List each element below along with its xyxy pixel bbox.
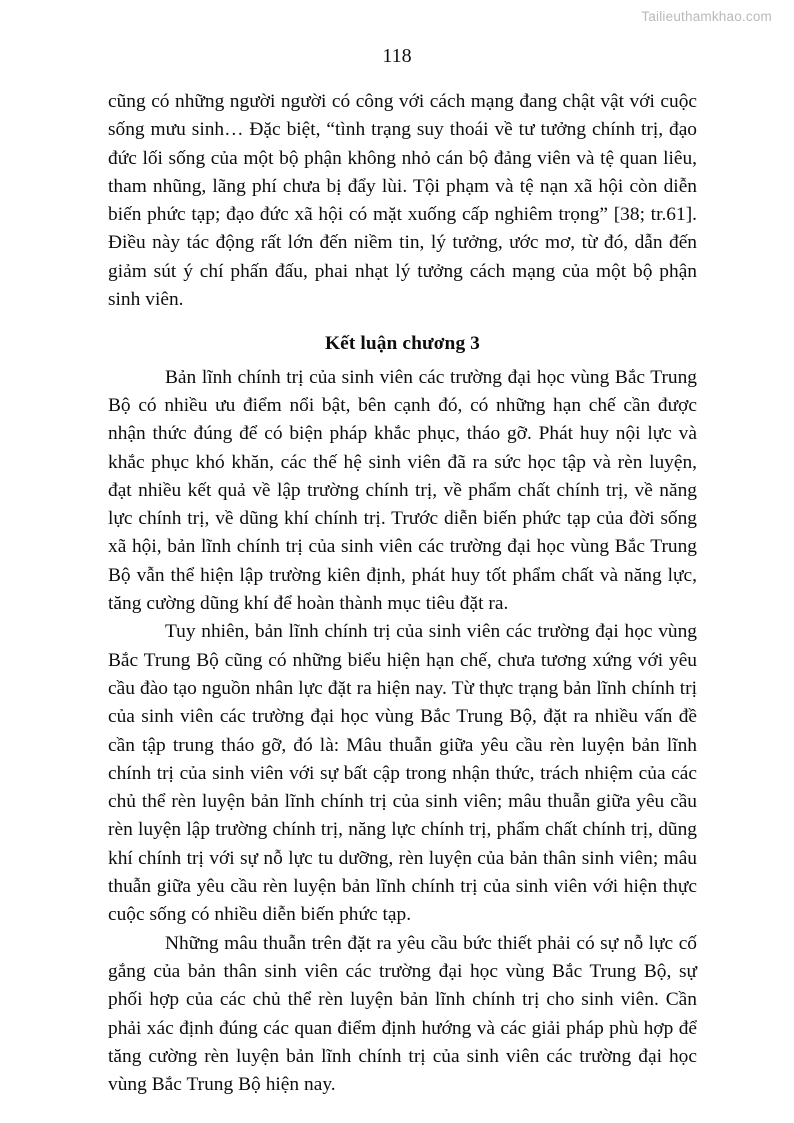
page-number: 118	[382, 45, 412, 67]
paragraph-limitations: Tuy nhiên, bản lĩnh chính trị của sinh viên các trường đại học vùng Bắc Trung Bộ cũng có những biểu hiện hạn chế, chưa tương xứng với yêu cầu đào tạo nguồn nhân lực đặt ra hiện nay. Từ thực trạng bản lĩnh chính trị của sinh viên các trường đại học vùng Bắc Trung Bộ, đặt ra nhiều vấn đề cần tập trung tháo gỡ, đó là: Mâu thuẫn giữa yêu cầu rèn luyện bản lĩnh chính trị của sinh viên với sự bất cập trong nhận thức, trách nhiệm của các chủ thể rèn luyện bản lĩnh chính trị của sinh viên; mâu thuẫn giữa yêu cầu rèn luyện lập trường chính trị, năng lực chính trị, phẩm chất chính trị, dũng khí chính trị với sự nỗ lực tu dưỡng, rèn luyện của bản thân sinh viên; mâu thuẫn giữa yêu cầu rèn luyện bản lĩnh chính trị của sinh viên với hiện thực cuộc sống có nhiều diễn biến phức tạp.	[108, 621, 697, 926]
paragraph-strengths: Bản lĩnh chính trị của sinh viên các trường đại học vùng Bắc Trung Bộ có nhiều ưu điểm nổi bật, bên cạnh đó, có những hạn chế cần được nhận thức đúng để có biện pháp khắc phục, tháo gỡ. Phát huy nội lực và khắc phục khó khăn, các thế hệ sinh viên đã ra sức học tập và rèn luyện, đạt nhiều kết quả về lập trường chính trị, về phẩm chất chính trị, về năng lực chính trị, về dũng khí chính trị. Trước diễn biến phức tạp của đời sống xã hội, bản lĩnh chính trị của sinh viên các trường đại học vùng Bắc Trung Bộ vẫn thể hiện lập trường kiên định, phát huy tốt phẩm chất và năng lực, tăng cường dũng khí để hoàn thành mục tiêu đặt ra.	[108, 366, 697, 615]
page-body	[108, 88, 697, 1099]
paragraph-requirements: Những mâu thuẫn trên đặt ra yêu cầu bức thiết phải có sự nỗ lực cố gắng của bản thân sinh viên các trường đại học vùng Bắc Trung Bộ, sự phối hợp của các chủ thể rèn luyện bản lĩnh chính trị cho sinh viên. Cần phải xác định đúng các quan điểm định hướng và các giải pháp phù hợp để tăng cường rèn luyện bản lĩnh chính trị của sinh viên các trường đại học vùng Bắc Trung Bộ hiện nay.	[108, 932, 697, 1096]
section-heading-chapter-conclusion: Kết luận chương 3	[325, 333, 480, 355]
paragraph-continuation: cũng có những người người có công với cách mạng đang chật vật với cuộc sống mưu sinh… Đặc biệt, “tình trạng suy thoái về tư tưởng chính trị, đạo đức lối sống của một bộ phận không nhỏ cán bộ đảng viên và tệ quan liêu, tham nhũng, lãng phí chưa bị đẩy lùi. Tội phạm và tệ nạn xã hội còn diễn biến phức tạp; đạo đức xã hội có mặt xuống cấp nghiêm trọng” [38; tr.61]. Điều này tác động rất lớn đến niềm tin, lý tưởng, ước mơ, từ đó, dẫn đến giảm sút ý chí phấn đấu, phai nhạt lý tưởng cách mạng của một bộ phận sinh viên.	[108, 91, 697, 311]
watermark-text: Tailieuthamkhao.com	[641, 9, 772, 24]
